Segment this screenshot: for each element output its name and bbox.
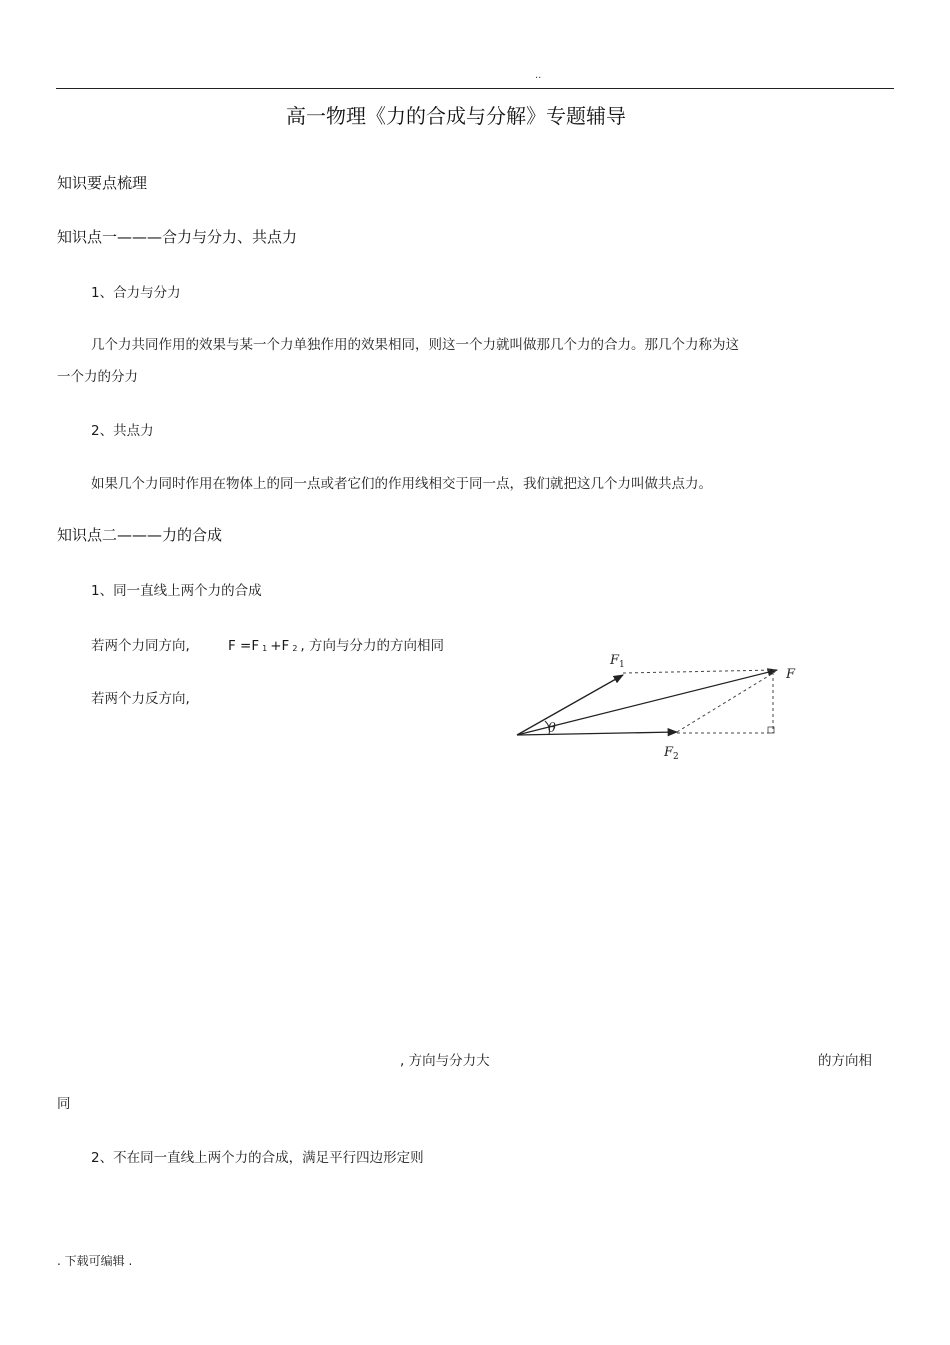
same-direction-text: 若两个力同方向, <box>91 638 190 654</box>
force-parallelogram-diagram <box>505 645 815 770</box>
page-title: 高一物理《力的合成与分解》专题辅导 <box>286 104 626 128</box>
kp1-item1-title: 1、合力与分力 <box>91 285 181 301</box>
formula-sub2: 2 <box>292 644 298 653</box>
f1-vector <box>517 675 623 735</box>
kp2-item2-title: 2、不在同一直线上两个力的合成，满足平行四边形定则 <box>91 1150 424 1166</box>
section-heading: 知识要点梳理 <box>57 174 148 192</box>
formula-lhs: F =F <box>228 638 260 654</box>
kp1-heading: 知识点一———合力与分力、共点力 <box>57 228 298 246</box>
theta-label: θ <box>548 721 556 736</box>
opposite-fragment-2: 的方向相 <box>818 1053 872 1069</box>
opposite-fragment-3: 同 <box>57 1096 71 1112</box>
sum-formula <box>228 634 444 654</box>
opposite-direction-text: 若两个力反方向, <box>91 691 190 707</box>
kp1-item2-text: 如果几个力同时作用在物体上的同一点或者它们的作用线相交于同一点，我们就把这几个力叫做共点力。 <box>91 476 712 492</box>
f2-vector <box>517 732 677 735</box>
formula-tail: , 方向与分力的方向相同 <box>300 638 444 654</box>
formula-sub1: 1 <box>262 644 268 653</box>
f2-label-sub: 2 <box>673 752 679 762</box>
formula-mid: +F <box>270 638 290 654</box>
dashed-side-edge <box>677 672 775 732</box>
header-mark: .. <box>535 70 542 81</box>
kp1-item2-title: 2、共点力 <box>91 423 154 439</box>
dashed-top-edge <box>623 670 775 673</box>
f1-label: F <box>610 653 620 668</box>
kp1-item1-line2: 一个力的分力 <box>57 369 138 385</box>
opposite-fragment-1: , 方向与分力大 <box>400 1053 490 1069</box>
kp2-heading: 知识点二———力的合成 <box>57 526 223 544</box>
header-rule <box>56 88 894 89</box>
kp1-item1-line1: 几个力共同作用的效果与某一个力单独作用的效果相同，则这一个力就叫做那几个力的合力。那几个力称为这 <box>91 337 739 353</box>
page-footer: . 下载可编辑 . <box>57 1254 133 1268</box>
kp2-item1-title: 1、同一直线上两个力的合成 <box>91 583 262 599</box>
resultant-vector <box>517 670 777 735</box>
f2-label: F <box>664 745 674 760</box>
f1-label-sub: 1 <box>619 660 625 670</box>
f-label: F <box>786 667 796 682</box>
